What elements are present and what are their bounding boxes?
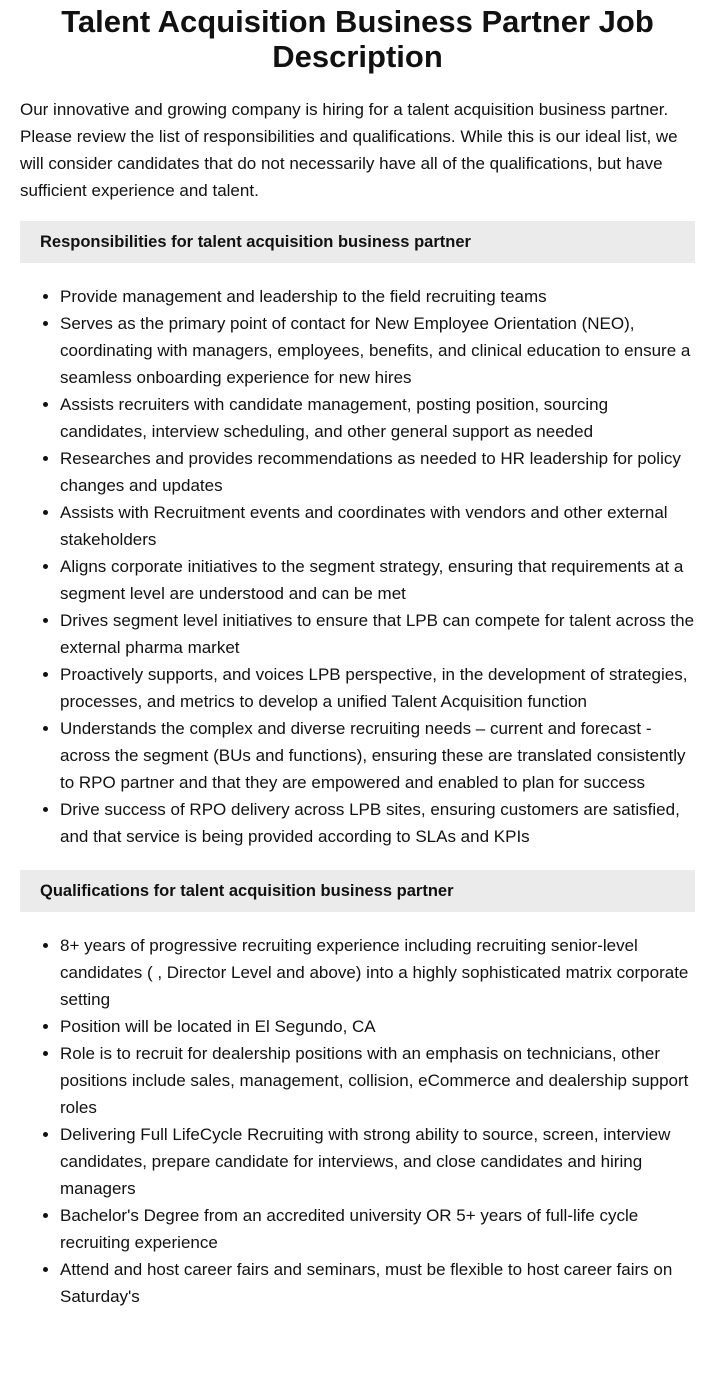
list-item: • Researches and provides recommendations as needed to HR leadership for policy changes and updates bbox=[60, 445, 695, 499]
list-item: • Role is to recruit for dealership positions with an emphasis on technicians, other positions include sales, management, collision, eCommerce and dealership support roles bbox=[60, 1040, 695, 1121]
list-item: • Assists recruiters with candidate management, posting position, sourcing candidates, interview scheduling, and other general support as needed bbox=[60, 391, 695, 445]
list-item: • Proactively supports, and voices LPB perspective, in the development of strategies, processes, and metrics to develop a unified Talent Acquisition function bbox=[60, 661, 695, 715]
responsibilities-heading: Responsibilities for talent acquisition business partner bbox=[20, 221, 695, 263]
list-item: • Attend and host career fairs and seminars, must be flexible to host career fairs on Saturday's bbox=[60, 1256, 695, 1310]
qualifications-heading: Qualifications for talent acquisition business partner bbox=[20, 870, 695, 912]
list-item: • Serves as the primary point of contact for New Employee Orientation (NEO), coordinating with managers, employees, benefits, and clinical education to ensure a seamless onboarding experience for new hires bbox=[60, 310, 695, 391]
list-item: • Drives segment level initiatives to ensure that LPB can compete for talent across the external pharma market bbox=[60, 607, 695, 661]
list-item: • Aligns corporate initiatives to the segment strategy, ensuring that requirements at a segment level are understood and can be met bbox=[60, 553, 695, 607]
list-item: • Delivering Full LifeCycle Recruiting with strong ability to source, screen, interview candidates, prepare candidate for interviews, and close candidates and hiring managers bbox=[60, 1121, 695, 1202]
list-item: • Assists with Recruitment events and coordinates with vendors and other external stakeholders bbox=[60, 499, 695, 553]
qualifications-list bbox=[20, 932, 695, 1310]
page-title: Talent Acquisition Business Partner Job Description bbox=[61, 4, 654, 74]
list-item: • Drive success of RPO delivery across LPB sites, ensuring customers are satisfied, and that service is being provided according to SLAs and KPIs bbox=[60, 796, 695, 850]
list-item: • Bachelor's Degree from an accredited university OR 5+ years of full-life cycle recruiting experience bbox=[60, 1202, 695, 1256]
list-item: • Position will be located in El Segundo, CA bbox=[60, 1013, 695, 1040]
list-item: • Provide management and leadership to the field recruiting teams bbox=[60, 283, 695, 310]
responsibilities-list bbox=[20, 283, 695, 850]
intro-paragraph: Our innovative and growing company is hiring for a talent acquisition business partner. Please review the list of responsibilities and qualifications. While this is our ideal list, we will consider candidates that do not necessarily have all of the qualifications, but have sufficient experience and talent. bbox=[20, 100, 678, 200]
list-item: • 8+ years of progressive recruiting experience including recruiting senior-level candidates ( , Director Level and above) into a highly sophisticated matrix corporate setting bbox=[60, 932, 695, 1013]
list-item: • Understands the complex and diverse recruiting needs – current and forecast - across the segment (BUs and functions), ensuring these are translated consistently to RPO partner and that they are empowered and enabled to plan for success bbox=[60, 715, 695, 796]
